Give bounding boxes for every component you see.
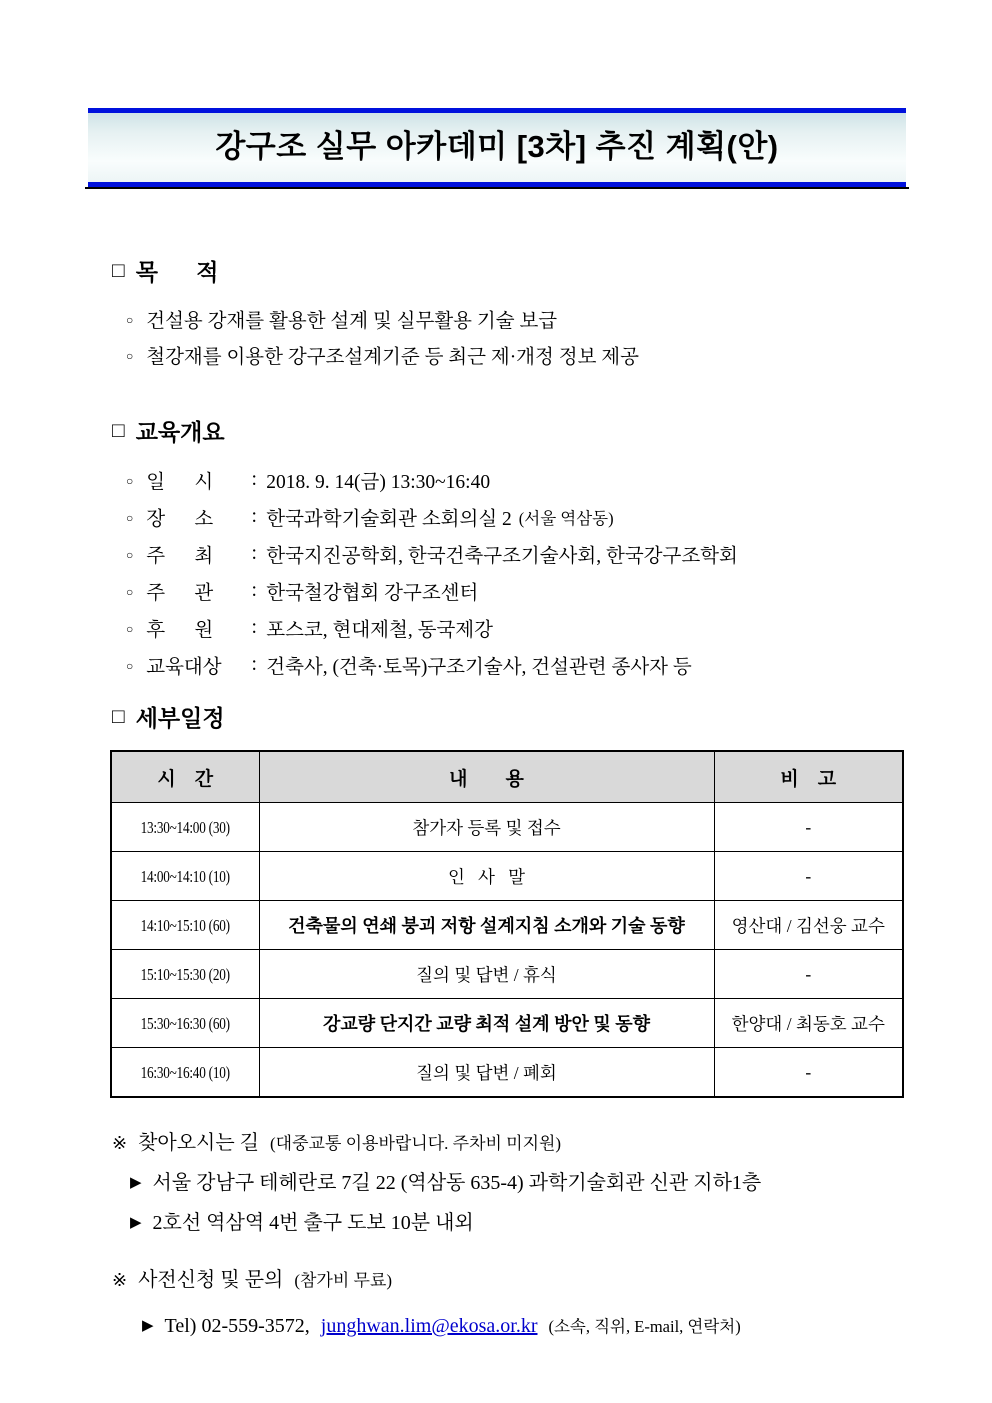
schedule-note: - (714, 803, 903, 852)
schedule-time (111, 803, 259, 852)
directions-item (130, 1170, 992, 1197)
application-note (112, 1267, 992, 1340)
purpose-list (126, 301, 992, 373)
purpose-heading (112, 257, 992, 287)
circle-bullet-icon: ○ (126, 473, 134, 488)
circle-bullet-icon: ○ (126, 349, 134, 363)
table-row (111, 901, 903, 950)
overview-value: 건축사, (건축·토목)구조기술사, 건설관련 종사자 등 (266, 656, 692, 678)
header-note: 비 고 (714, 751, 903, 803)
colon-separator: : (251, 542, 257, 564)
schedule-content: 질의 및 답변 / 폐회 (259, 1048, 714, 1098)
title-banner (88, 108, 906, 187)
section-purpose (0, 257, 992, 373)
directions-item (130, 1210, 992, 1237)
schedule-time (111, 999, 259, 1048)
directions-item-text: 2호선 역삼역 4번 출구 도보 10분 내외 (152, 1212, 474, 1234)
application-heading-note: (참가비 무료) (294, 1271, 393, 1290)
purpose-item (126, 301, 992, 337)
section-schedule (0, 703, 992, 1098)
schedule-time-text: 13:30~14:00 (30) (140, 817, 230, 837)
application-heading-row (112, 1267, 992, 1294)
schedule-time-text: 15:10~15:30 (20) (140, 964, 230, 984)
table-row (111, 1048, 903, 1098)
schedule-time-text: 16:30~16:40 (10) (140, 1062, 230, 1082)
schedule-content: 건축물의 연쇄 붕괴 저항 설계지침 소개와 기술 동향 (259, 901, 714, 950)
overview-label: 일 시 (146, 471, 214, 493)
schedule-time (111, 901, 259, 950)
schedule-content: 강교량 단지간 교량 최적 설계 방안 및 동향 (259, 999, 714, 1048)
directions-heading-row (112, 1130, 992, 1157)
directions-heading-note: (대중교통 이용바랍니다. 주차비 미지원) (270, 1134, 562, 1153)
overview-label: 주 관 (146, 582, 214, 604)
circle-bullet-icon: ○ (126, 313, 134, 327)
circle-bullet-icon: ○ (126, 584, 134, 599)
overview-heading (112, 417, 992, 447)
colon-separator: : (251, 505, 257, 527)
schedule-time-text: 14:00~14:10 (10) (140, 866, 230, 886)
section-overview (0, 417, 992, 683)
circle-bullet-icon: ○ (126, 547, 134, 562)
schedule-time (111, 852, 259, 901)
overview-label: 후 원 (146, 619, 214, 641)
circle-bullet-icon: ○ (126, 510, 134, 525)
schedule-note: - (714, 950, 903, 999)
reference-mark-icon: ※ (112, 1270, 128, 1290)
purpose-heading-label: 목 적 (135, 259, 219, 285)
application-suffix: (소속, 직위, E-mail, 연락처) (548, 1317, 741, 1336)
overview-label: 주 최 (146, 545, 214, 567)
email-link[interactable]: junghwan.lim@ekosa.or.kr (320, 1315, 538, 1337)
schedule-note: 한양대 / 최동호 교수 (714, 999, 903, 1048)
table-row (111, 999, 903, 1048)
table-row (111, 803, 903, 852)
overview-item (126, 572, 992, 609)
overview-label: 교육대상 (146, 656, 222, 678)
schedule-heading-label: 세부일정 (135, 705, 225, 731)
checkbox-icon: □ (112, 705, 125, 728)
schedule-note: 영산대 / 김선웅 교수 (714, 901, 903, 950)
overview-list (126, 461, 992, 683)
table-row (111, 950, 903, 999)
colon-separator: : (251, 468, 257, 490)
directions-item-text: 서울 강남구 테헤란로 7길 22 (역삼동 635-4) 과학기술회관 신관 지하1층 (152, 1172, 762, 1194)
schedule-note: - (714, 1048, 903, 1098)
overview-item (126, 609, 992, 646)
checkbox-icon: □ (112, 259, 125, 282)
overview-item (126, 535, 992, 572)
schedule-time (111, 1048, 259, 1098)
overview-value: 한국과학기술회관 소회의실 2 (266, 508, 512, 530)
schedule-content: 인 사 말 (259, 852, 714, 901)
purpose-item-text: 철강재를 이용한 강구조설계기준 등 최근 제·개정 정보 제공 (146, 347, 639, 368)
schedule-time (111, 950, 259, 999)
directions-heading: 찾아오시는 길 (138, 1132, 260, 1154)
schedule-content: 질의 및 답변 / 휴식 (259, 950, 714, 999)
directions-note (112, 1130, 992, 1237)
overview-item (126, 646, 992, 683)
schedule-time-text: 14:10~15:10 (60) (140, 915, 230, 935)
application-heading: 사전신청 및 문의 (138, 1269, 284, 1291)
arrow-bullet-icon: ▶ (130, 1215, 142, 1231)
colon-separator: : (251, 653, 257, 675)
application-contact-row (142, 1313, 992, 1340)
colon-separator: : (251, 616, 257, 638)
overview-item (126, 498, 992, 535)
overview-item (126, 461, 992, 498)
header-content: 내 용 (259, 751, 714, 803)
overview-value: 2018. 9. 14(금) 13:30~16:40 (266, 471, 491, 493)
schedule-time-text: 15:30~16:30 (60) (140, 1013, 230, 1033)
overview-value: 한국철강협회 강구조센터 (266, 582, 479, 604)
schedule-content: 참가자 등록 및 접수 (259, 803, 714, 852)
page-title: 강구조 실무 아카데미 [3차] 추진 계획(안) (215, 129, 779, 164)
table-header-row (111, 751, 903, 803)
schedule-table (110, 750, 904, 1098)
overview-note: (서울 역삼동) (518, 508, 614, 528)
arrow-bullet-icon: ▶ (142, 1318, 154, 1334)
circle-bullet-icon: ○ (126, 658, 134, 673)
overview-heading-label: 교육개요 (135, 419, 225, 445)
tel-text: Tel) 02-559-3572, (164, 1315, 310, 1337)
header-time: 시 간 (111, 751, 259, 803)
overview-value: 포스코, 현대제철, 동국제강 (266, 619, 493, 641)
colon-separator: : (251, 579, 257, 601)
overview-value: 한국지진공학회, 한국건축구조기술사회, 한국강구조학회 (266, 545, 738, 567)
circle-bullet-icon: ○ (126, 621, 134, 636)
purpose-item-text: 건설용 강재를 활용한 설계 및 실무활용 기술 보급 (146, 311, 558, 332)
table-row (111, 852, 903, 901)
reference-mark-icon: ※ (112, 1133, 128, 1153)
checkbox-icon: □ (112, 419, 125, 442)
purpose-item (126, 337, 992, 373)
overview-label: 장 소 (146, 508, 214, 530)
schedule-heading (112, 703, 992, 733)
arrow-bullet-icon: ▶ (130, 1175, 142, 1191)
schedule-note: - (714, 852, 903, 901)
